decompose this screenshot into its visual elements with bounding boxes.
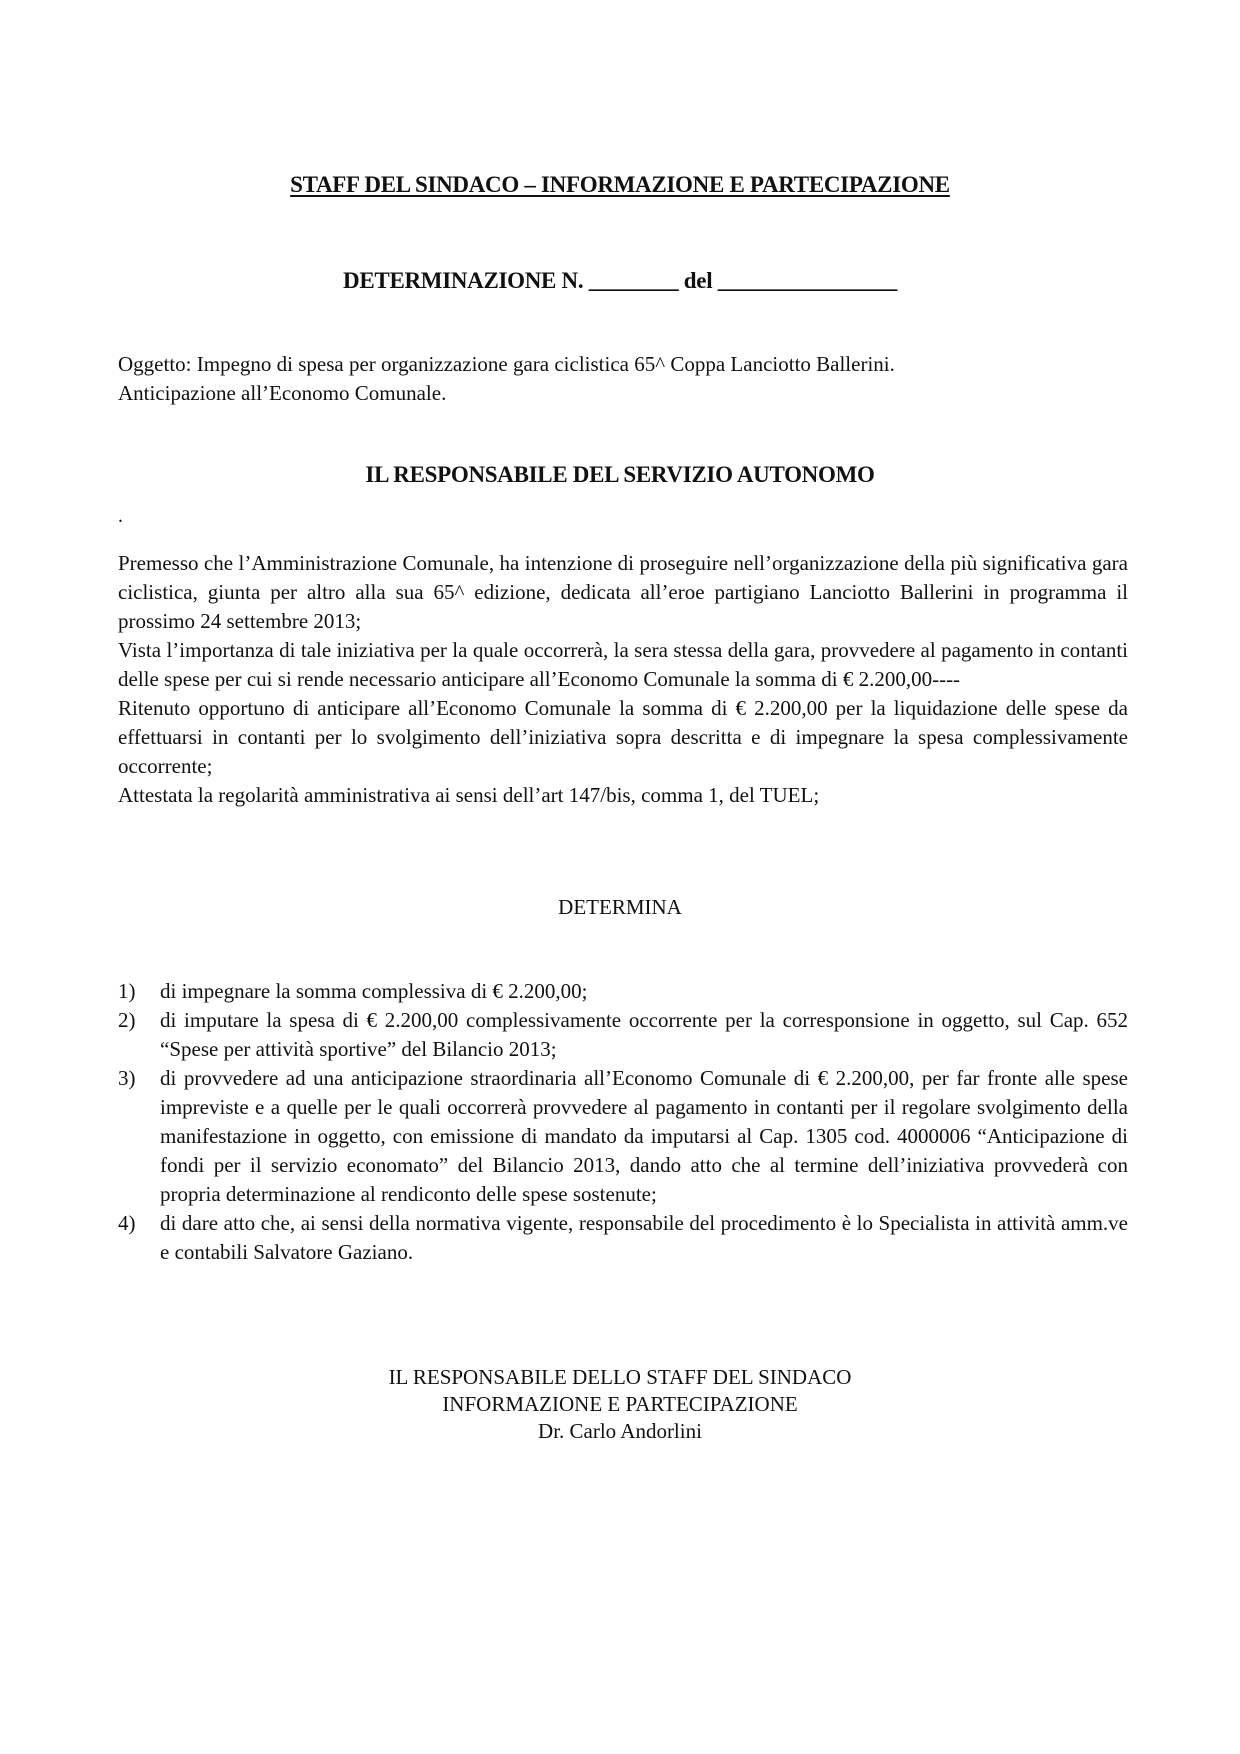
decision-text: di dare atto che, ai sensi della normativa vigente, responsabile del procedimento è lo Specialista in attività amm.ve e contabili Salvatore Gaziano. bbox=[160, 1211, 1128, 1264]
decision-number: 4) bbox=[118, 1211, 136, 1235]
decision-item bbox=[118, 1209, 1128, 1267]
decision-item bbox=[118, 977, 1128, 1006]
decision-number: 2) bbox=[118, 1008, 136, 1032]
signature-role-line: IL RESPONSABILE DELLO STAFF DEL SINDACO bbox=[388, 1365, 852, 1389]
signatory-name: Dr. Carlo Andorlini bbox=[538, 1419, 702, 1443]
determination-title: DETERMINAZIONE N. ________ del ________________ bbox=[343, 268, 897, 293]
decision-item bbox=[118, 1064, 1128, 1209]
decision-text: di imputare la spesa di € 2.200,00 complessivamente occorrente per la corresponsione in oggetto, sul Cap. 652 “Spese per attività sportive” del Bilancio 2013; bbox=[160, 1008, 1128, 1061]
decision-text: di provvedere ad una anticipazione straordinaria all’Economo Comunale di € 2.200,00, per far fronte alle spese impreviste e a quelle per le quali occorrerà provvedere al pagamento in contanti per il regolare svolgimento della manifestazione in oggetto, con emissione di mandato da imputarsi al Cap. 1305 cod. 4000006 “Anticipazione di fondi per il servizio economato” del Bilancio 2013, dando atto che al termine dell’iniziativa provvederà con propria determinazione al rendiconto delle spese sostenute; bbox=[160, 1066, 1128, 1206]
signature-block bbox=[0, 1364, 1240, 1445]
preamble-paragraph: Ritenuto opportuno di anticipare all’Economo Comunale la somma di € 2.200,00 per la liquidazione delle spese da effettuarsi in contanti per lo svolgimento dell’iniziativa sopra descritta e di impegnare la spesa complessivamente occorrente; bbox=[118, 696, 1128, 778]
decision-number: 3) bbox=[118, 1066, 136, 1090]
preamble-paragraph: Vista l’importanza di tale iniziativa per la quale occorrerà, la sera stessa della gara, provvedere al pagamento in contanti delle spese per cui si rende necessario anticipare all’Economo Comunale la somma di € 2.200,00---- bbox=[118, 638, 1128, 691]
preamble-paragraph: Premesso che l’Amministrazione Comunale, ha intenzione di proseguire nell’organizzazione della più significativa gara ciclistica, giunta per altro alla sua 65^ edizione, dedicata all’eroe partigiano Lanciotto Ballerini in programma il prossimo 24 settembre 2013; bbox=[118, 551, 1128, 633]
subject-line: Oggetto: Impegno di spesa per organizzazione gara ciclistica 65^ Coppa Lanciotto Ballerini. bbox=[118, 352, 895, 376]
subject-block bbox=[118, 350, 1128, 408]
decision-item bbox=[118, 1006, 1128, 1064]
decision-number: 1) bbox=[118, 979, 136, 1003]
decision-text: di impegnare la somma complessiva di € 2.200,00; bbox=[160, 979, 588, 1003]
preamble-paragraph: Attestata la regolarità amministrativa ai sensi dell’art 147/bis, comma 1, del TUEL; bbox=[118, 783, 820, 807]
authority-heading: IL RESPONSABILE DEL SERVIZIO AUTONOMO bbox=[365, 462, 875, 487]
office-header: STAFF DEL SINDACO – INFORMAZIONE E PARTECIPAZIONE bbox=[290, 172, 950, 197]
subject-line: Anticipazione all’Economo Comunale. bbox=[118, 381, 447, 405]
signature-role-line: INFORMAZIONE E PARTECIPAZIONE bbox=[442, 1392, 798, 1416]
determina-heading: DETERMINA bbox=[558, 895, 682, 919]
decisions-list bbox=[118, 977, 1128, 1267]
preamble bbox=[118, 549, 1128, 810]
stray-mark: . bbox=[118, 505, 123, 527]
